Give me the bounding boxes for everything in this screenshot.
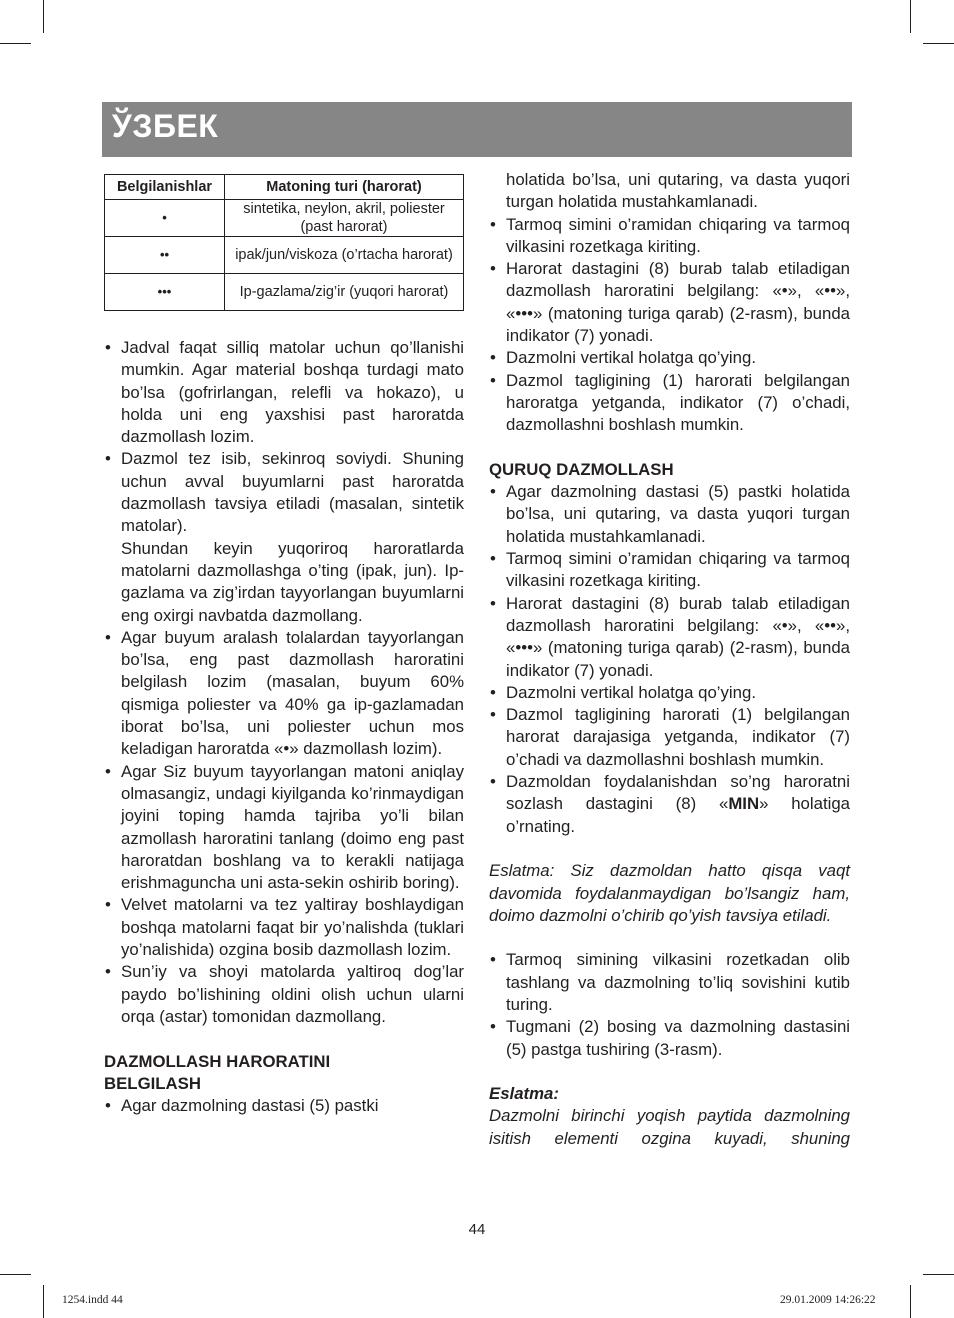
ironing-tips-list xyxy=(104,337,464,1028)
heading-line: BELGILASH xyxy=(104,1073,201,1093)
list-item: • Dazmol tez isib, sekinroq soviydi. Shuning uchun avval buyumlarni past haroratda dazmollash tavsiya etiladi (masalan, sintetik matolar). xyxy=(104,448,464,537)
table-cell-mark: •• xyxy=(105,237,225,274)
note-text: Dazmolni birinchi yoqish paytida dazmolning isitish elementi ozgina kuyadi, shuning xyxy=(489,1106,850,1148)
spacer xyxy=(489,838,850,860)
list-item: Shundan keyin yuqoriroq haroratlarda matolarni dazmollashga o’ting (ipak, jun). Ip-gazlama va zig’irdan tayyorlangan buyumlarni eng oxirgi navbatda dazmollang. xyxy=(121,538,464,625)
page-number: 44 xyxy=(468,1221,486,1238)
list-item: • Harorat dastagini (8) burab talab etiladigan dazmollash haroratini belgilang: «•», «••», «•••» (matoning turiga qarab) (2-rasm), bunda indikator (7) yonadi. xyxy=(489,258,850,347)
list-item: • Sun’iy va shoyi matolarda yaltiroq dog’lar paydo bo’lishining oldini olish uchun ularni orqa (astar) tomonidan dazmollang. xyxy=(104,961,464,1028)
section-heading xyxy=(104,1051,464,1096)
dry-ironing-list xyxy=(489,481,850,838)
section-heading: QURUQ DAZMOLLASH xyxy=(489,459,674,479)
table-header-cell: Belgilanishlar xyxy=(105,175,225,200)
list-item: • Dazmol tagligining (1) harorati belgilangan haroratga yetganda, indikator (7) o’chadi, dazmollashni boshlash mumkin. xyxy=(489,370,850,437)
footer-timestamp: 29.01.2009 14:26:22 xyxy=(780,1294,876,1306)
table-header-row xyxy=(105,175,464,200)
min-label: MIN xyxy=(728,794,760,814)
table-header-cell: Matoning turi (harorat) xyxy=(225,175,464,200)
list-item: • Agar dazmolning dastasi (5) pastki xyxy=(104,1095,464,1117)
footer-file-info: 1254.indd 44 xyxy=(62,1294,123,1306)
table-cell-desc: ipak/jun/viskoza (o’rtacha harorat) xyxy=(225,237,464,274)
note-text: Eslatma: Siz dazmoldan hatto qisqa vaqt davomida foydalanmaydigan bo’lsangiz ham, doimo dazmolni o’chirib qo’yish tavsiya etiladi. xyxy=(489,861,850,925)
crop-mark xyxy=(923,43,954,44)
spacer xyxy=(489,927,850,949)
table-row xyxy=(105,237,464,274)
list-item: • Jadval faqat silliq matolar uchun qo’llanishi mumkin. Agar material boshqa turdagi mato bo’lsa (gofrirlangan, relefli va hokazo), u holda uni eng yaxshisi past haroratda dazmollash lozim. xyxy=(104,337,464,448)
list-item: • Tarmoq simini o’ramidan chiqaring va tarmoq vilkasini rozetkaga kiriting. xyxy=(489,548,850,593)
setting-temperature-list xyxy=(104,1095,464,1117)
table-cell-desc: sintetika, neylon, akril, poliester (past harorat) xyxy=(225,200,464,237)
spacer xyxy=(104,1028,464,1050)
list-item: • Agar dazmolning dastasi (5) pastki holatida bo’lsa, uni qutaring, va dasta yuqori turgan holatida mustahkamlanadi. xyxy=(489,481,850,548)
list-item: • Dazmolni vertikal holatga qo’ying. xyxy=(489,682,850,704)
table-cell-desc: Ip-gazlama/zig’ir (yuqori harorat) xyxy=(225,274,464,311)
list-item: • Tarmoq simini o’ramidan chiqaring va tarmoq vilkasini rozetkaga kiriting. xyxy=(489,214,850,259)
heading-line: DAZMOLLASH HARORATINI xyxy=(104,1051,331,1071)
list-item: • Agar buyum aralash tolalardan tayyorlangan bo’lsa, eng past dazmollash haroratini belgilash lozim (masalan, buyum 60% qismiga poliester va 40% ga ip-gazlamadan iborat bo’lsa, uni poliester uchun mos keladigan haroratda «•» dazmollash lozim). xyxy=(104,627,464,761)
crop-mark xyxy=(43,0,44,33)
min-text-before: Dazmoldan foydalanishdan so’ng haroratni sozlash dastagini (8) « xyxy=(506,772,850,814)
setting-temperature-list-continued xyxy=(489,169,850,437)
language-title: ЎЗБЕК xyxy=(112,108,219,144)
after-use-list xyxy=(489,949,850,1060)
spacer xyxy=(489,1061,850,1083)
table-cell-mark: • xyxy=(105,200,225,237)
spacer xyxy=(489,437,850,459)
table-cell-mark: ••• xyxy=(105,274,225,311)
crop-mark xyxy=(0,43,31,44)
list-item: • Tugmani (2) bosing va dazmolning dastasini (5) pastga tushiring (3-rasm). xyxy=(489,1016,850,1061)
min-text-after: » holatiga o’rnating. xyxy=(506,794,851,836)
list-item: holatida bo’lsa, uni qutaring, va dasta yuqori turgan holatida mustahkamlanadi. xyxy=(506,170,850,212)
right-column xyxy=(489,169,850,1150)
note-title: Eslatma: xyxy=(489,1084,559,1104)
language-header-band xyxy=(102,102,852,157)
list-item xyxy=(489,771,850,838)
left-column xyxy=(104,174,464,1117)
list-item: • Tarmoq simining vilkasini rozetkadan olib tashlang va dazmolning to’liq sovishini kutib turing. xyxy=(489,949,850,1016)
crop-mark xyxy=(910,0,911,33)
crop-mark xyxy=(43,1285,44,1318)
table-row xyxy=(105,200,464,237)
table-row xyxy=(105,274,464,311)
list-item: • Velvet matolarni va tez yaltiray boshlaydigan boshqa matolarni faqat bir yo’nalishda (tuklari yo’nalishida) ozgina bosib dazmollash lozim. xyxy=(104,894,464,961)
list-item: • Harorat dastagini (8) burab talab etiladigan dazmollash haroratini belgilang: «•», «••», «•••» (matoning turiga qarab) (2-rasm), bunda indikator (7) yonadi. xyxy=(489,593,850,682)
list-item: • Agar Siz buyum tayyorlangan matoni aniqlay olmasangiz, undagi kiyilganda ko’rinmaydigan joyini toping hamda tajriba yo’li bilan azmollash haroratini tanlang (doimo eng past haroratdan boshlang va to kerakli natijaga erishmaguncha uni asta-sekin oshirib boring). xyxy=(104,761,464,895)
crop-mark xyxy=(910,1285,911,1318)
list-item: • Dazmolni vertikal holatga qo’ying. xyxy=(489,347,850,369)
temperature-table xyxy=(104,174,464,311)
crop-mark xyxy=(0,1274,31,1275)
crop-mark xyxy=(923,1274,954,1275)
list-item: • Dazmol tagligining harorati (1) belgilangan harorat darajasiga yetganda, indikator (7) o’chadi va dazmollashni boshlash mumkin. xyxy=(489,704,850,771)
